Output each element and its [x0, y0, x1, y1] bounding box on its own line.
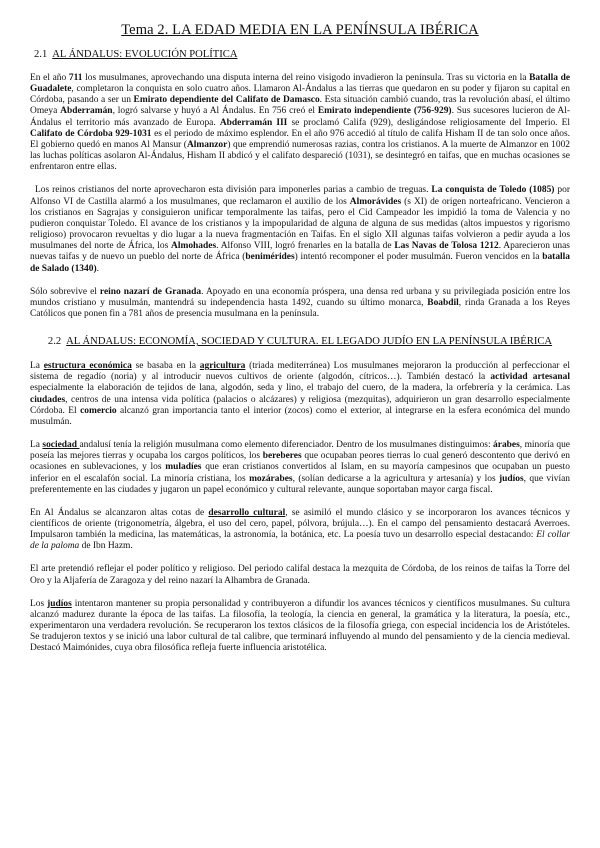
section-number: 2.2: [47, 336, 62, 348]
text: , completaron la conquista en solo cuatro años. Llamaron Al-Ándalus a las tierras que quedaron en su poder y fijaron su capital en Córdoba, pasando a ser un: [30, 84, 570, 106]
bold-term: actividad artesanal: [490, 372, 570, 383]
bold-term: ciudades: [30, 394, 66, 405]
text: ) intentó recomponer el poder musulmán. Fueron vencidos en la: [294, 252, 543, 263]
bold-term: Califato de Córdoba 929-1031: [30, 128, 152, 139]
paragraph-reinos-cristianos: [30, 185, 570, 274]
text: Los: [30, 598, 48, 609]
text: . Apoyado en una economía próspera, una densa red urbana y su privilegiada posición entre los mundos cristiano y musulmán, mantendrá su independencia hasta 1492, cuando su último monarca,: [30, 286, 571, 308]
text: . Aparecieron unas nuevas taifas y de nuevo un pueblo del norte de África (: [30, 241, 570, 263]
underlined-term: agricultura: [199, 361, 246, 372]
section-heading-1: [34, 49, 570, 60]
text: En el año: [30, 73, 69, 83]
paragraph-cultura: [30, 508, 570, 553]
text: se basaba en la: [131, 361, 200, 372]
text: . Esta situación cambió cuando, tras la revolución abasí, el último Omeya: [30, 95, 570, 117]
paragraph-reino-nazari: [30, 287, 570, 320]
bold-term: Batalla de Guadalete: [30, 73, 571, 95]
paragraph-economia: [30, 361, 570, 428]
section-heading-2: [30, 336, 570, 347]
text: Sólo sobrevive el: [30, 286, 100, 297]
text: (triada mediterránea) Los musulmanes mejoraron la producción al perfeccionar el sistema de regadío (noria) y al introducir nuevos cultivos de oriente (algodón, cítricos…). También destacó la: [30, 361, 570, 383]
text: que ocupaban peores tierras lo cual generó descontento que derivó en ocasiones en sublevaciones, y los: [30, 451, 570, 473]
bold-term: batalla de Salado (1340): [30, 252, 571, 274]
bold-term: La conquista de Toledo (1085): [431, 185, 555, 196]
bold-term: mozárabes: [249, 473, 293, 484]
text: Los reinos cristianos del norte aprovecharon esta división para imponerles parias a cambio de treguas.: [35, 185, 432, 196]
bold-term: árabes: [493, 440, 520, 451]
bold-term: judíos: [499, 473, 524, 484]
text: , se asimiló el mundo clásico y se incorporaron los avances técnicos y científicos de oriente (trigonometría, álgebra, el uso del cero, papel, pólvora, brújula…). En el campo del pensamiento destacará Averroes. Impulsaron también la medicina, las matemáticas, la astronomía, la botánica, etc. La poesía tuvo un desarrollo especial destacando:: [30, 507, 570, 541]
bold-term: bereberes: [262, 451, 302, 462]
underlined-term: desarrollo cultural: [208, 507, 286, 518]
bold-term: Boabdil: [427, 297, 459, 308]
bold-term: Emirato dependiente del Califato de Damasco: [133, 95, 320, 106]
paragraph-sociedad: [30, 440, 570, 496]
bold-term: benimérides: [245, 252, 295, 263]
text: , que vivían preferentemente en las ciudades y jugaron un papel económico y cultural relevante, aunque soportaban mayor carga fiscal.: [30, 473, 570, 495]
text: se proclamó Califa (929), desligándose religiosamente del Imperio. El: [287, 117, 570, 128]
text: alcanzó gran importancia tanto el interior (zocos) como el exterior, al integrarse en la esfera económica del mundo musulmán.: [30, 405, 571, 427]
underlined-term: estructura económica: [43, 361, 132, 372]
bold-term: comercio: [80, 405, 117, 416]
text: En Al Ándalus se alcanzaron altas cotas de: [30, 507, 209, 518]
text: . Alfonso VIII, logró frenarles en la batalla de: [216, 241, 395, 252]
bold-term: muladíes: [165, 462, 202, 473]
text: (s XI) de origen norteafricano. Vencieron a los cristianos en Sagrajas y consiguieron unificar temporalmente las taifas, pero el Cid Campeador les impidió la toma de Valencia y no pudieron conquistar Toledo. El avance de los cristianos y la impopularidad de alguna de alguna de sus medidas (altos impuestos y rigorismo religioso) provocaron revueltas y dio lugar a la nueva fragmentación en Taifas. En el siglo XII algunas taifas volvieron a pedir ayuda a los musulmanes del norte de África, los: [30, 196, 570, 252]
text: especialmente la elaboración de tejidos de lana, algodón, seda y lino, el trabajo del cuero, de la madera, la orfebrería y la cerámica. Las: [30, 383, 570, 394]
text: , (solían dedicarse a la agricultura y artesanía) y los: [292, 473, 500, 484]
text: andalusí tenía la religión musulmana como elemento diferenciador. Dentro de los musulmanes distinguimos:: [79, 440, 494, 451]
text: El arte pretendió reflejar el poder político y religioso. Del periodo califal destaca la mezquita de Córdoba, de los reinos de taifas la Torre del Oro y la Aljafería de Zaragoza y del reino nazarí la Alhambra de Granada.: [30, 564, 570, 586]
text: La: [30, 361, 44, 372]
text: , minoría que poseía las mejores tierras y ocupaba los cargos políticos, los: [30, 440, 570, 462]
page-title: Tema 2. LA EDAD MEDIA EN LA PENÍNSULA IBÉRICA: [121, 22, 479, 38]
italic-title: El collar de la paloma: [30, 530, 570, 552]
text: que eran cristianos convertidos al Islam, en su mayoría campesinos que ocupaban un puesto inferior en el escalafón social. La minoría cristiana, los: [30, 462, 570, 484]
text: .: [96, 263, 99, 274]
text: de Ibn Hazm.: [79, 541, 133, 552]
paragraph-arte: [30, 564, 570, 586]
paragraph-judios: [30, 599, 570, 655]
text: por Alfonso VI de Castilla alarmó a los musulmanes, que reclamaron el auxilio de los: [30, 185, 570, 207]
bold-term: Almorávides: [349, 196, 402, 207]
text: intentaron mantener su propia personalidad y contribuyeron a difundir los avances técnicos y científicos musulmanes. Su cultura alcanzó madurez durante la época de las taifas. La filosofía, la teología, la ciencia en general, la gramática y la literatura, la poesía, etc., experimentaron una verdadera revolución. Se recuperaron los textos clásicos de la filosofía griega, con especial incidencia los de Aristóteles. Se tradujeron textos y se inició una labor cultural de tal calibre, que terminará influyendo al mundo del pensamiento y de la ciencia medieval. Destacó Maimónides, cuya obra filosófica refleja fuerte influencia aristotélica.: [30, 598, 570, 654]
section-number: 2.1: [34, 49, 48, 60]
text: ) que emprendió numerosas razias, contra los cristianos. A la muerte de Almanzor en 1002 las luchas políticas asolaron Al-Ándalus, Hisham II abdicó y el califato despareció (1031), se desintegró en taifas, que en muchas ocasiones se enfrentaron entre ellas.: [30, 139, 571, 173]
underlined-term: sociedad: [42, 440, 80, 451]
bold-term: Almanzor: [186, 139, 228, 150]
bold-term: 711: [68, 73, 83, 83]
text: La: [30, 440, 43, 451]
text: los musulmanes, aprovechando una disputa interna del reino visigodo invadieron la península. Tras su victoria en la: [82, 73, 530, 83]
bold-term: Abderramán: [60, 106, 113, 117]
bold-term: Almohades: [171, 241, 217, 252]
paragraph-evolucion-politica: [30, 73, 570, 173]
bold-term: Abderramán III: [219, 117, 288, 128]
bold-term: Las Navas de Tolosa 1212: [394, 241, 499, 252]
text: , centros de una intensa vida política (palacios o alcázares) y religiosa (mezquitas), adquirieron un gran desarrollo especialmente Córdoba. El: [30, 394, 570, 416]
text: , logró salvarse y huyó a Al Ándalus. En 756 creó el: [112, 106, 318, 117]
underlined-term: judíos: [47, 598, 72, 609]
text: , rinda Granada a los Reyes Católicos que ponen fin a 781 años de presencia musulmana en la península.: [30, 297, 570, 319]
section-title: AL ÁNDALUS: ECONOMÍA, SOCIEDAD Y CULTURA. EL LEGADO JUDÍO EN LA PENÍNSULA IBÉRICA: [66, 336, 553, 348]
text: . Sus sucesores lucieron de Al-Ándalus el territorio más avanzado de Europa.: [30, 106, 570, 128]
section-title: AL ÁNDALUS: EVOLUCIÓN POLÍTICA: [52, 49, 238, 60]
bold-term: reino nazarí de Granada: [99, 286, 202, 297]
text: es el periodo de máximo esplendor. En el año 976 accedió al título de califa Hisham II de tan solo once años. El gobierno quedó en manos Al Mansur (: [30, 128, 570, 150]
bold-term: Emirato independiente (756-929): [317, 106, 452, 117]
